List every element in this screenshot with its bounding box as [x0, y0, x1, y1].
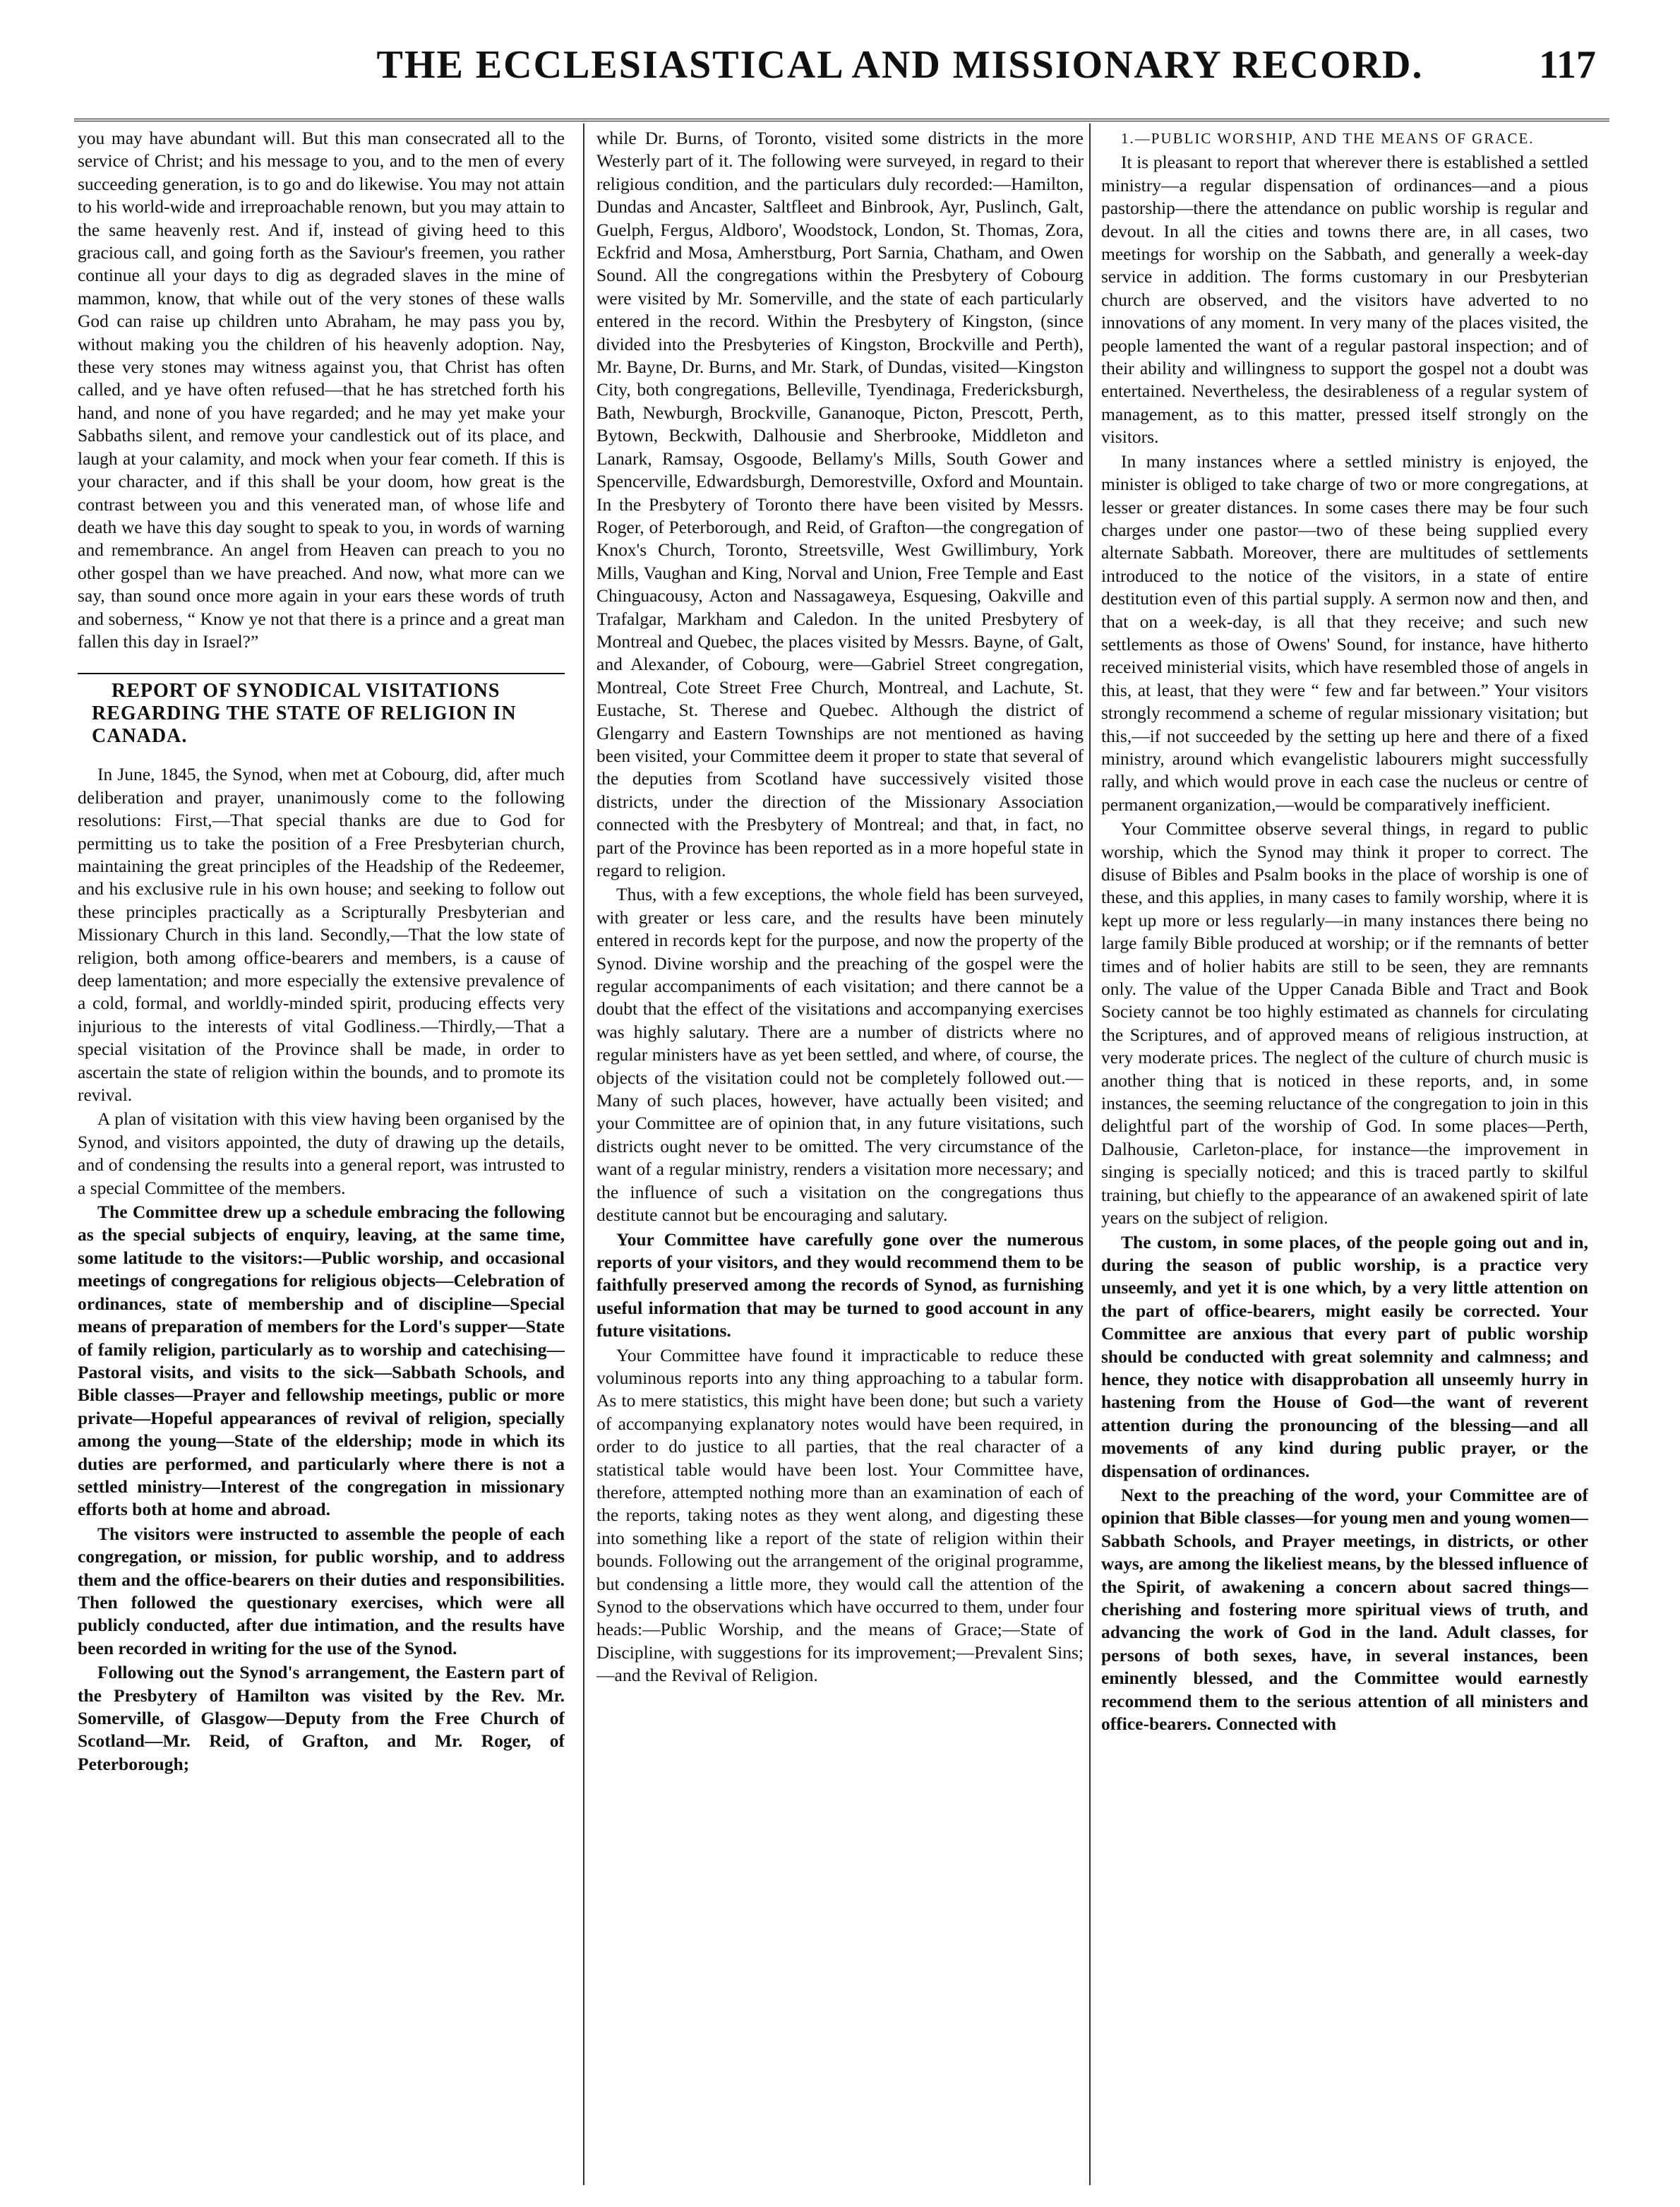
report-paragraph: The custom, in some places, of the people going out and in, during the season of public worship, is a practice very unseemly, and yet it is one which, by a very little attention on the part of office-bearers, might easily be corrected. Your Committee are anxious that every part of public worship should be conducted with great solemnity and calmness; and hence, they notice with disapprobation all unseemly hurry in hastening from the House of God—the want of reverent attention during the pronouncing of the blessing—and all movements of any kind during public prayer, or the dispensation of ordinances.: [1101, 1231, 1588, 1481]
report-paragraph: Next to the preaching of the word, your Committee are of opinion that Bible classes—for young men and young women—Sabbath Schools, and Prayer meetings, in districts, or other ways, are among the likeliest means, by the blessed influence of the Spirit, of awakening a concern about sacred things—cherishing and fostering more spiritual views of truth, and advancing the work of God in the land. Adult classes, for persons of both sexes, have, in several instances, been eminently blessed, and the Committee would earnestly recommend them to the serious attention of all ministers and office-bearers. Connected with: [1101, 1484, 1588, 1735]
report-paragraph: Your Committee have carefully gone over the numerous reports of your visitors, and they would recommend them to be faithfully preserved among the records of Synod, as furnishing useful information that may be turned to good account in any future visitations.: [596, 1228, 1084, 1341]
column-1: [78, 127, 565, 2189]
section-subheading: 1.—PUBLIC WORSHIP, AND THE MEANS OF GRACE.: [1121, 130, 1535, 147]
report-paragraph: In many instances where a settled ministry is enjoyed, the minister is obliged to take charge of two or more congregations, at lesser or greater distances. In some cases there may be four such charges under one pastor—two of these being supplied every alternate Sabbath. Moreover, there are multitudes of settlements introduced to the notice of the visitors, in a state of entire destitution even of this partial supply. A sermon now and then, and that on a week-day, is all that they receive; and such new settlements as those of Owens' Sound, for instance, have hitherto received ministerial visits, which have resembled those of angels in this, at least, that they were “ few and far between.” Your visitors strongly recommend a scheme of regular missionary visitation; but this,—if not succeeded by the setting up here and there of a fixed ministry, around which evangelistic labourers might successfully rally, and which would prove in each case the nucleus or centre of permanent organization,—would be comparatively inefficient.: [1101, 450, 1588, 815]
report-paragraph: Your Committee observe several things, in regard to public worship, which the Synod may think it proper to correct. The disuse of Bibles and Psalm books in the place of worship is one of these, and this applies, in many cases to family worship, where it is kept up more or less regularly—in many instances there being no large family Bible produced at worship; or if the remnants of better times and of holier habits are still to be seen, they are remnants only. The value of the Upper Canada Bible and Tract and Book Society cannot be too highly estimated as channels for circulating the Scriptures, and of approved means of religious instruction, at very moderate prices. The neglect of the culture of church music is another thing that is noticed in these reports, and, in some instances, the seeming reluctance of the congregation to join in this delightful part of the worship of God. In some places—Perth, Dalhousie, Carleton-place, for instance—the improvement in singing is specially noticed; and this is traced partly to skilful training, but chiefly to the appearance of an awakened spirit of late years on the subject of religion.: [1101, 818, 1588, 1228]
column-3: [1101, 127, 1588, 2189]
running-title: THE ECCLESIASTICAL AND MISSIONARY RECORD.: [376, 43, 1424, 87]
column-2: [596, 127, 1084, 2189]
report-heading-block: [78, 673, 565, 748]
report-paragraph: while Dr. Burns, of Toronto, visited some districts in the more Westerly part of it. The following were surveyed, in regard to their religious condition, and the particulars duly recorded:—Hamilton, Dundas and Ancaster, Saltfleet and Binbrook, Ayr, Puslinch, Galt, Guelph, Fergus, Aldboro', Woodstock, London, St. Thomas, Zora, Eckfrid and Mosa, Amherstburg, Port Sarnia, Chatham, and Owen Sound. All the congregations within the Presbytery of Cobourg were visited by Mr. Somerville, and the state of each particularly entered in the record. Within the Presbytery of Kingston, (since divided into the Presbyteries of Kingston, Brockville and Perth), Mr. Bayne, Dr. Burns, and Mr. Stark, of Dundas, visited—Kingston City, both congregations, Belleville, Tyendinaga, Fredericksburgh, Bath, Newburgh, Brockville, Gananoque, Picton, Prescott, Perth, Bytown, Beckwith, Dalhousie and Sherbrooke, Middleton and Lanark, Ramsay, Osgoode, Bellamy's Mills, South Gower and Spencerville, Edwardsburgh, Demorestville, Oxford and Mountain. In the Presbytery of Toronto there have been visited by Messrs. Roger, of Peterborough, and Reid, of Grafton—the congregation of Knox's Church, Toronto, Streetsville, West Gwillimbury, York Mills, Vaughan and King, Norval and Union, Free Temple and East Chinguacousy, Acton and Nassagaweya, Esquesing, Oakville and Trafalgar, Markham and Caledon. In the united Presbytery of Montreal and Quebec, the places visited by Messrs. Bayne, of Galt, and Alexander, of Cobourg, were—Gabriel Street congregation, Montreal, Cote Street Free Church, Montreal, and Lachute, St. Eustache, St. Therese and Quebec. Although the district of Glengarry and Eastern Townships are not mentioned as having been visited, your Committee deem it proper to state that several of the deputies from Scotland have successively visited those districts, under the direction of the Missionary Association connected with the Presbytery of Montreal; and that, in fact, no part of the Province has been reported as in a more hopeful state in regard to religion.: [596, 128, 1084, 880]
report-paragraph: Following out the Synod's arrangement, the Eastern part of the Presbytery of Hamilton was visited by the Rev. Mr. Somerville, of Glasgow—Deputy from the Free Church of Scotland—Mr. Reid, of Grafton, and Mr. Roger, of Peterborough;: [78, 1662, 565, 1774]
sermon-conclusion-paragraph: you may have abundant will. But this man consecrated all to the service of Christ; and his message to you, and to the men of every succeeding generation, is to go and do likewise. You may not attain to his world-wide and irreproachable renown, but you may attain to the same heavenly rest. And if, instead of giving heed to this gracious call, and going forth as the Saviour's freemen, you rather continue all your days to dig as degraded slaves in the mine of mammon, know, that while out of the very stones of these walls God can raise up children unto Abraham, he may pass you by, without making you the children of his heavenly adoption. Nay, these very stones may witness against you, that Christ has often called, and ye have often refused—that he has stretched forth his hand, and none of you have regarded; and he may yet make your Sabbaths silent, and remove your candlestick out of its place, and laugh at your calamity, and mock when your fear cometh. If this is your character, and if this shall be your doom, how great is the contrast between you and this venerated man, of whose life and death we have this day sought to speak to you, in words of warning and remembrance. An angel from Heaven can preach to you no other gospel than we have preached. And now, what more can we say, than sound once more again in your ears these words of truth and soberness, “ Know ye not that there is a prince and a great man fallen this day in Israel?”: [78, 128, 565, 652]
report-paragraph: In June, 1845, the Synod, when met at Cobourg, did, after much deliberation and prayer, unanimously come to the following resolutions: First,—That special thanks are due to God for permitting us to take the position of a Free Presbyterian church, maintaining the great principles of the Headship of the Redeemer, and his exclusive rule in his own house; and seeking to follow out these principles practically as a Scripturally Presbyterian and Missionary Church in this land. Secondly,—That the low state of religion, both among office-bearers and members, is a cause of deep lamentation; and more especially the extensive prevalence of a cold, formal, and worldly-minded spirit, producing effects very injurious to the interests of vital Godliness.—Thirdly,—That a special visitation of the Province shall be made, in order to ascertain the state of religion within the bounds, and to promote its revival.: [78, 764, 565, 1106]
page-header: [0, 42, 1680, 120]
report-paragraph: Thus, with a few exceptions, the whole field has been surveyed, with greater or less care, and the results have been minutely entered in records kept for the purpose, and now the property of the Synod. Divine worship and the preaching of the gospel were the regular accompaniments of each visitation; and there cannot be a doubt that the effect of the visitations and accompanying exercises was highly salutary. There are a number of districts where no regular ministers have as yet been settled, and where, of course, the objects of the visitation could not be completely followed out.—Many of such places, however, have actually been visited; and your Committee are of opinion that, in any future visitations, such districts ought never to be omitted. The very circumstance of the want of a regular ministry, renders a visitation more necessary; and the influence of such a visitation on the congregations thus destitute cannot but be encouraging and salutary.: [596, 884, 1084, 1226]
header-rule: [74, 119, 1609, 121]
column-divider-2: [1089, 124, 1091, 2185]
column-divider-1: [583, 124, 584, 2185]
report-paragraph: The Committee drew up a schedule embracing the following as the special subjects of enquiry, leaving, at the same time, some latitude to the visitors:—Public worship, and occasional meetings of congregations for religious objects—Celebration of ordinances, state of membership and of discipline—Special means of preparation of members for the Lord's supper—State of family religion, particularly as to worship and catechising—Pastoral visits, and visits to the sick—Sabbath Schools, and Bible classes—Prayer and fellowship meetings, public or more private—Hopeful appearances of revival of religion, specially among the young—State of the eldership; mode in which its duties are performed, and particularly where there is not a settled ministry—Interest of the congregation in missionary efforts both at home and abroad.: [78, 1202, 565, 1520]
report-paragraph: Your Committee have found it impracticable to reduce these voluminous reports into any thing approaching to a tabular form. As to mere statistics, this might have been done; but such a variety of accompanying explanatory notes would have been required, in order to do justice to all parties, that the real character of a statistical table would have been lost. Your Committee have, therefore, attempted nothing more than an examination of each of the reports, taking notes as they went along, and digesting these into something like a report of the state of religion within their bounds. Following out the arrangement of the original programme, but condensing a little more, they would call the attention of the Synod to the observations which have occurred to them, under four heads:—Public Worship, and the means of Grace;—State of Discipline, with suggestions for its improvement;—Prevalent Sins;—and the Revival of Religion.: [596, 1344, 1084, 1686]
report-paragraph: The visitors were instructed to assemble the people of each congregation, or mission, for public worship, and to address them and the office-bearers on their duties and responsibilities. Then followed the questionary exercises, which were all publicly conducted, after due intimation, and the results have been recorded in writing for the use of the Synod.: [78, 1523, 565, 1658]
report-heading: REPORT OF SYNODICAL VISITATIONS REGARDING THE STATE OF RELIGION IN CANADA.: [92, 680, 517, 748]
page-number: 117: [1539, 43, 1596, 87]
report-paragraph: A plan of visitation with this view having been organised by the Synod, and visitors appointed, the duty of drawing up the details, and of condensing the results into a general report, was intrusted to a special Committee of the members.: [78, 1108, 565, 1198]
report-paragraph: It is pleasant to report that wherever there is established a settled ministry—a regular dispensation of ordinances—and a pious pastorship—there the attendance on public worship is regular and devout. In all the cities and towns there are, in all cases, two meetings for worship on the Sabbath, and generally a week-day service in addition. The forms customary in our Presbyterian church are observed, and the visitors have adverted to no innovations of any moment. In very many of the places visited, the people lamented the want of a regular pastoral inspection; and of their ability and willingness to support the gospel not a doubt was entertained. Nevertheless, the desirableness of a regular system of management, as to this matter, pressed itself strongly on the visitors.: [1101, 152, 1588, 448]
